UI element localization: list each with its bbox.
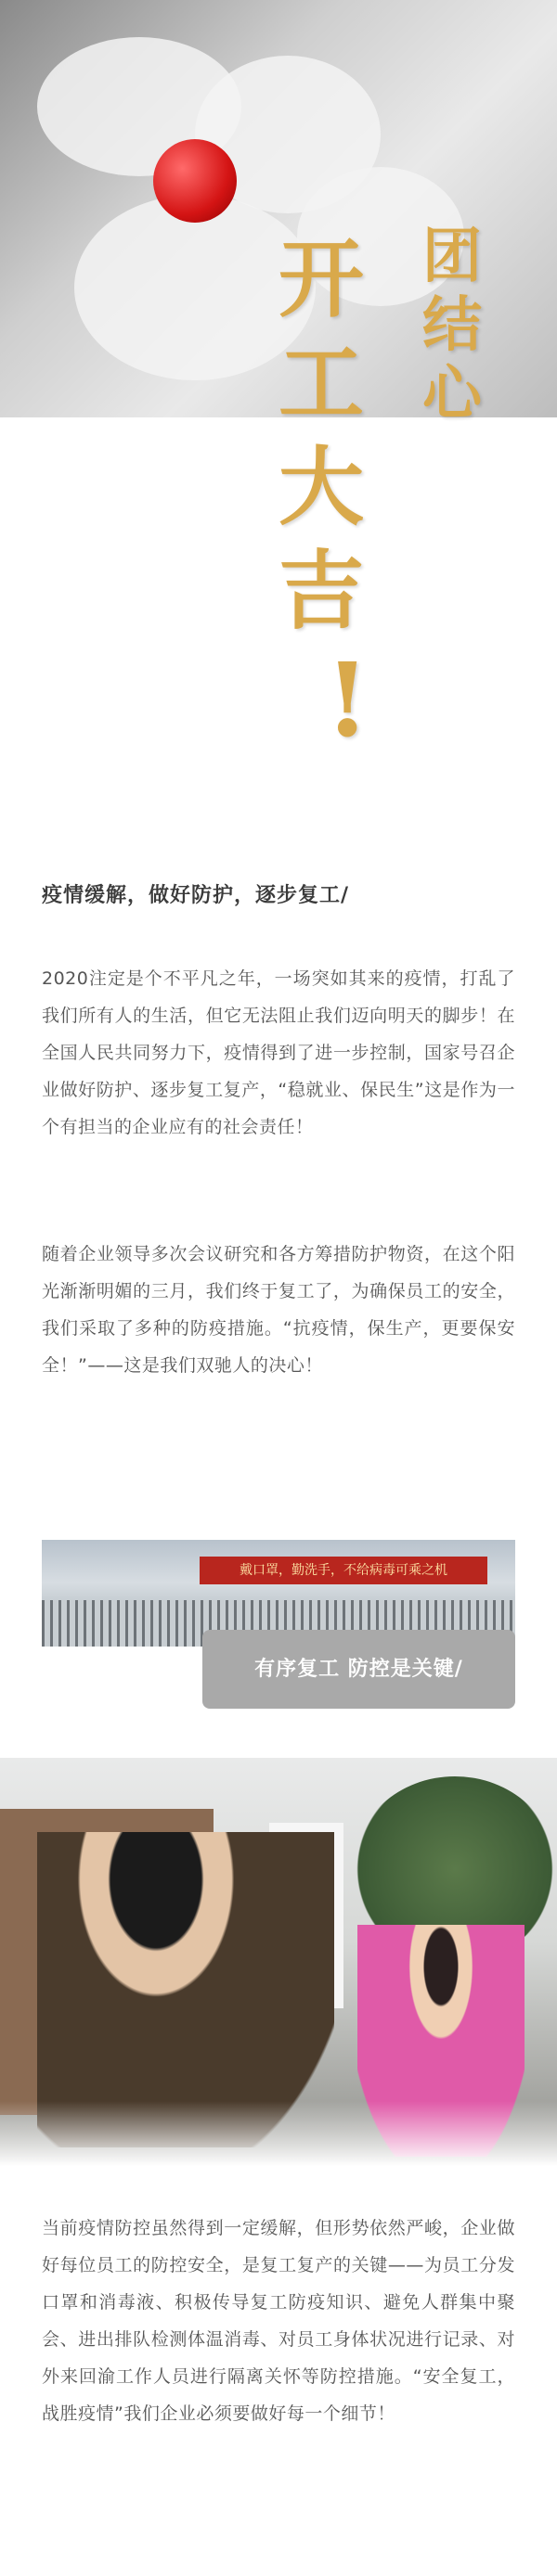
red-heart-icon — [153, 139, 237, 223]
hero-subtitle: 团结心 — [422, 222, 482, 429]
warning-sign: 戴口罩，勤洗手，不给病毒可乘之机 — [200, 1557, 487, 1584]
paragraph-intro: 2020注定是个不平凡之年，一场突如其来的疫情，打乱了我们所有人的生活，但它无法阻止我们迈向明天的脚步！在全国人民共同努力下，疫情得到了进一步控制，国家号召企业做好防护、逐步复工复产，“稳就业、保民生”这是作为一个有担当的企业应有的社会责任！ — [42, 968, 515, 1137]
slogan-box: 有序复工 防控是关键/ — [202, 1630, 515, 1709]
paragraph-measures: 随着企业领导多次会议研究和各方筹措防护物资，在这个阳光渐渐明媚的三月，我们终于复工了，为确保员工的安全，我们采取了多种的防疫措施。“抗疫情，保生产，更要保安全！”——这是我们双驰人的决心！ — [42, 1244, 515, 1376]
temperature-check-photo — [0, 1758, 557, 2166]
photo-fade — [0, 2101, 557, 2166]
paragraph-prevention: 当前疫情防控虽然得到一定缓解，但形势依然严峻，企业做好每位员工的防控安全，是复工复产的关键——为员工分发口罩和消毒液、积极传导复工防疫知识、避免人群集中聚会、进出排队检测体温消毒、对员工身体状况进行记录、对外来回渝工作人员进行隔离关怀等防控措施。“安全复工，战胜疫情”我们企业必须要做好每一个细节！ — [42, 2218, 515, 2424]
section-heading: 疫情缓解，做好防护，逐步复工/ — [42, 884, 350, 907]
hero-exclaim: ! — [325, 640, 370, 760]
hero-title: 开工大吉 — [278, 229, 365, 641]
man-figure — [37, 1832, 334, 2147]
